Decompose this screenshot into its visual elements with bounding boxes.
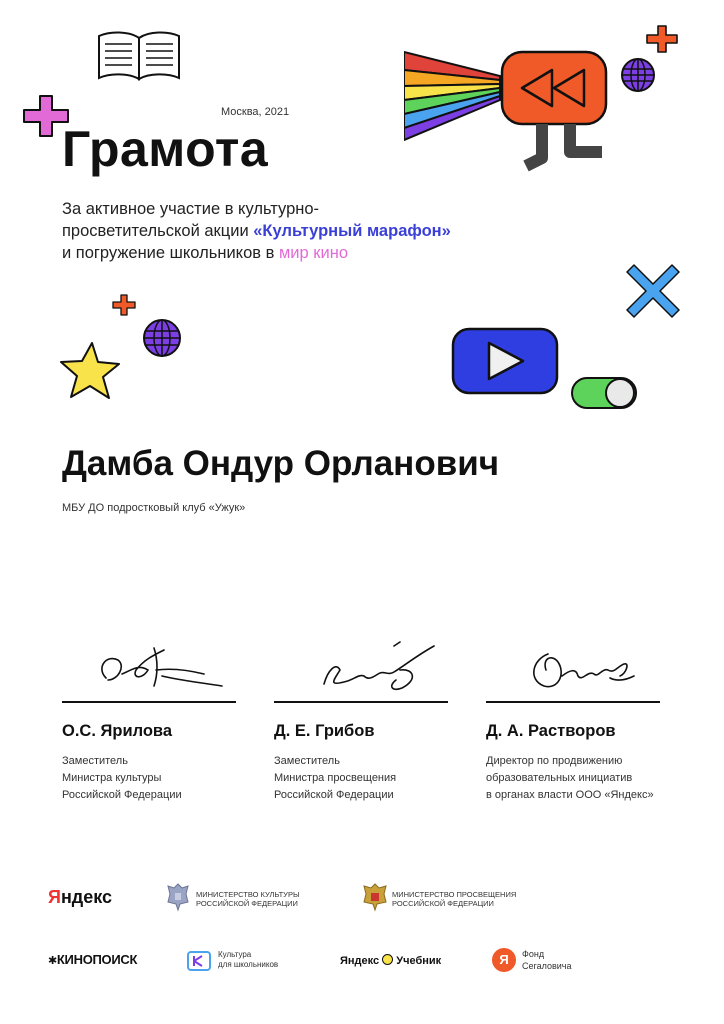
description-line-2 bbox=[62, 220, 542, 242]
city-year: Москва, 2021 bbox=[221, 106, 290, 118]
plus-icon bbox=[112, 294, 136, 316]
signature-image bbox=[92, 640, 232, 700]
description-line-1: За активное участие в культурно- bbox=[62, 200, 320, 218]
kinopoisk-icon: ✱ bbox=[48, 955, 57, 967]
globe-icon bbox=[620, 57, 656, 93]
plus-icon bbox=[645, 24, 679, 54]
yandex-textbook-logo bbox=[340, 954, 441, 967]
page-title: Грамота bbox=[62, 121, 269, 177]
ministry-culture-text bbox=[196, 890, 300, 908]
culture-for-kids-text bbox=[218, 950, 278, 970]
culture-for-kids-logo bbox=[186, 948, 306, 976]
fund-line-2: Сегаловича bbox=[522, 961, 572, 971]
globe-icon bbox=[142, 318, 182, 358]
cross-icon bbox=[624, 262, 682, 320]
topic-name: мир кино bbox=[278, 244, 348, 262]
segalovich-fund-logo bbox=[492, 946, 592, 976]
signature-line bbox=[486, 701, 660, 703]
yellow-dot-icon bbox=[382, 954, 393, 965]
ministry-education-text bbox=[392, 890, 516, 908]
signature-line bbox=[62, 701, 236, 703]
yandex-textbook-part-a: Яндекс bbox=[340, 955, 380, 967]
ministry-culture-logo bbox=[166, 882, 326, 916]
kinopoisk-logo-text: КИНОПОИСК bbox=[56, 952, 138, 967]
signature-image bbox=[304, 640, 454, 700]
ministry-education-logo bbox=[362, 882, 522, 916]
yandex-logo-text: Я bbox=[48, 887, 61, 907]
ministry-education-line-1: МИНИСТЕРСТВО ПРОСВЕЩЕНИЯ bbox=[392, 890, 517, 899]
play-button-icon bbox=[451, 327, 559, 395]
ministry-culture-line-2: РОССИЙСКОЙ ФЕДЕРАЦИИ bbox=[196, 899, 298, 908]
yandex-textbook-part-b: Учебник bbox=[396, 955, 442, 967]
kinopoisk-logo bbox=[48, 952, 137, 967]
yandex-logo-text-rest: ндекс bbox=[60, 887, 113, 907]
coat-of-arms-icon bbox=[166, 882, 190, 912]
culture-for-kids-line-2: для школьников bbox=[218, 960, 279, 969]
plus-icon bbox=[22, 94, 70, 138]
signatory-name: О.С. Ярилова bbox=[62, 722, 173, 740]
signature-line bbox=[274, 701, 448, 703]
signatory-role: Директор по продвижению образовательных инициатив в органах власти ООО «Яндекс» bbox=[486, 755, 654, 801]
signatory-role: Заместитель Министра просвещения Российской Федерации bbox=[274, 755, 397, 801]
description-text: просветительской акции bbox=[62, 222, 254, 240]
signatory-name: Д. Е. Грибов bbox=[274, 722, 375, 740]
culture-logo-icon bbox=[186, 950, 212, 972]
recipient-organization: МБУ ДО подростковый клуб «Ужук» bbox=[62, 502, 246, 514]
fund-logo-text bbox=[522, 948, 571, 972]
ministry-culture-line-1: МИНИСТЕРСТВО КУЛЬТУРЫ bbox=[196, 890, 300, 899]
book-icon bbox=[96, 28, 182, 82]
toggle-icon bbox=[570, 376, 638, 410]
action-name: «Культурный марафон» bbox=[253, 222, 451, 240]
culture-for-kids-line-1: Культура bbox=[218, 950, 252, 959]
coat-of-arms-icon bbox=[362, 882, 388, 912]
ministry-education-line-2: РОССИЙСКОЙ ФЕДЕРАЦИИ bbox=[392, 899, 494, 908]
description-line-3 bbox=[62, 242, 542, 264]
fund-line-1: Фонд bbox=[522, 949, 545, 959]
award-description bbox=[62, 198, 542, 264]
signatory-role: Заместитель Министра культуры Российской Федерации bbox=[62, 755, 182, 801]
recipient-name: Дамба Ондур Орланович bbox=[62, 444, 500, 483]
signatory-name: Д. А. Растворов bbox=[486, 722, 616, 740]
yandex-logo bbox=[48, 887, 112, 908]
fund-logo-icon: Я bbox=[492, 948, 516, 972]
film-camera-icon bbox=[404, 48, 610, 176]
signature-image bbox=[522, 640, 642, 700]
star-icon bbox=[58, 340, 122, 402]
description-text: и погружение школьников в bbox=[62, 244, 279, 262]
